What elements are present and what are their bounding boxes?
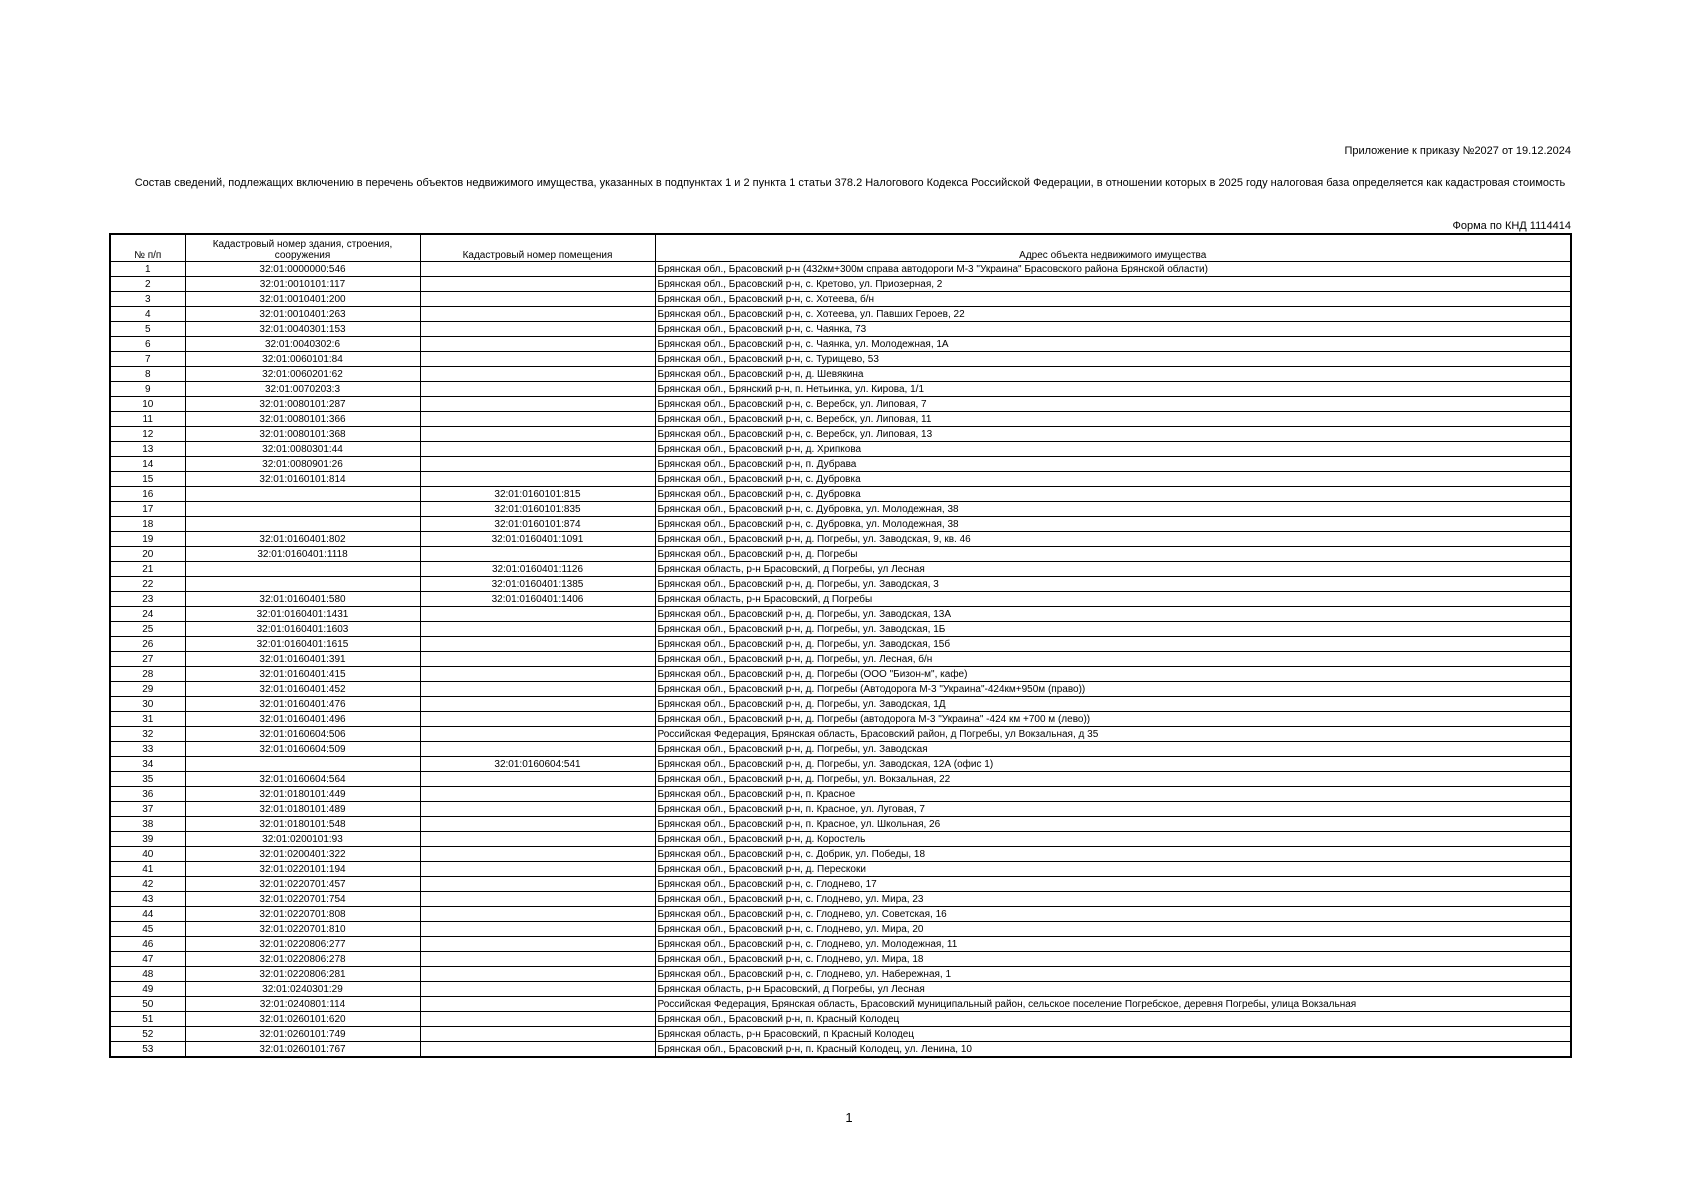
cell-address: Брянская обл., Брасовский р-н, п. Красное, ул. Школьная, 26 (655, 817, 1571, 832)
cell-number: 49 (110, 982, 185, 997)
cell-number: 12 (110, 427, 185, 442)
column-header-address: Адрес объекта недвижимого имущества (655, 234, 1571, 262)
cell-address: Брянская обл., Брасовский р-н, п. Красное, ул. Луговая, 7 (655, 802, 1571, 817)
table-row (110, 472, 1571, 487)
cell-address: Брянская обл., Брасовский р-н, д. Погребы, ул. Заводская, 1Д (655, 697, 1571, 712)
cell-address: Брянская обл., Брасовский р-н, с. Глоднево, ул. Мира, 18 (655, 952, 1571, 967)
table-row (110, 262, 1571, 277)
document-title: Состав сведений, подлежащих включению в перечень объектов недвижимого имущества, указанных в подпунктах 1 и 2 пункта 1 статьи 378.2 Налогового Кодекса Российской Федерации, в отношении которых в 2025 году налоговая база определяется как кадастровая стоимость (134, 177, 1566, 189)
cell-number: 13 (110, 442, 185, 457)
cell-room-cadastral (420, 652, 655, 667)
cell-room-cadastral: 32:01:0160101:874 (420, 517, 655, 532)
table-row (110, 802, 1571, 817)
cell-address: Брянская обл., Брасовский р-н, с. Дубровка, ул. Молодежная, 38 (655, 502, 1571, 517)
cell-room-cadastral (420, 427, 655, 442)
cell-number: 36 (110, 787, 185, 802)
cell-building-cadastral: 32:01:0160101:814 (185, 472, 420, 487)
table-header-row (110, 234, 1571, 262)
cell-address: Брянская обл., Брасовский р-н, с. Глоднево, ул. Молодежная, 11 (655, 937, 1571, 952)
cell-building-cadastral: 32:01:0000000:546 (185, 262, 420, 277)
cell-number: 48 (110, 967, 185, 982)
cell-room-cadastral: 32:01:0160101:835 (420, 502, 655, 517)
page-number: 1 (845, 1110, 853, 1125)
cell-number: 18 (110, 517, 185, 532)
cell-building-cadastral: 32:01:0180101:489 (185, 802, 420, 817)
cell-building-cadastral: 32:01:0010401:263 (185, 307, 420, 322)
cell-room-cadastral: 32:01:0160401:1406 (420, 592, 655, 607)
cell-address: Брянская обл., Брасовский р-н, д. Погребы, ул. Заводская, 12А (офис 1) (655, 757, 1571, 772)
cell-building-cadastral: 32:01:0160604:564 (185, 772, 420, 787)
cell-room-cadastral: 32:01:0160101:815 (420, 487, 655, 502)
cell-room-cadastral (420, 727, 655, 742)
cell-number: 10 (110, 397, 185, 412)
cell-building-cadastral: 32:01:0040302:6 (185, 337, 420, 352)
cell-number: 32 (110, 727, 185, 742)
cell-number: 9 (110, 382, 185, 397)
table-row (110, 1042, 1571, 1058)
table-row (110, 982, 1571, 997)
cell-number: 44 (110, 907, 185, 922)
table-row (110, 892, 1571, 907)
table-row (110, 637, 1571, 652)
cell-room-cadastral (420, 787, 655, 802)
cell-address: Брянская обл., Брасовский р-н, д. Погребы, ул. Заводская, 15б (655, 637, 1571, 652)
cell-number: 8 (110, 367, 185, 382)
cell-building-cadastral (185, 757, 420, 772)
cell-room-cadastral (420, 367, 655, 382)
cell-number: 29 (110, 682, 185, 697)
cell-building-cadastral: 32:01:0240301:29 (185, 982, 420, 997)
cell-building-cadastral: 32:01:0080101:368 (185, 427, 420, 442)
table-row (110, 307, 1571, 322)
cell-address: Российская Федерация, Брянская область, Брасовский муниципальный район, сельское поселение Погребское, деревня Погребы, улица Вокзальная (655, 997, 1571, 1012)
cell-address: Брянская обл., Брасовский р-н, с. Чаянка, 73 (655, 322, 1571, 337)
cell-room-cadastral (420, 412, 655, 427)
cell-address: Брянская обл., Брасовский р-н, д. Погребы (автодорога М-3 "Украина" -424 км +700 м (лево)) (655, 712, 1571, 727)
cell-building-cadastral: 32:01:0260101:767 (185, 1042, 420, 1058)
table-row (110, 1012, 1571, 1027)
table-row (110, 412, 1571, 427)
table-row (110, 922, 1571, 937)
cell-building-cadastral: 32:01:0160401:1603 (185, 622, 420, 637)
cell-number: 17 (110, 502, 185, 517)
cell-number: 16 (110, 487, 185, 502)
table-row (110, 877, 1571, 892)
cell-address: Брянская обл., Брасовский р-н, с. Глоднево, ул. Мира, 23 (655, 892, 1571, 907)
table-row (110, 727, 1571, 742)
cell-building-cadastral: 32:01:0160401:391 (185, 652, 420, 667)
table-row (110, 832, 1571, 847)
cell-room-cadastral (420, 457, 655, 472)
table-row (110, 772, 1571, 787)
cell-building-cadastral (185, 562, 420, 577)
property-registry-table (109, 233, 1572, 1058)
cell-room-cadastral (420, 352, 655, 367)
cell-address: Брянская обл., Брасовский р-н, с. Дубровка (655, 487, 1571, 502)
cell-address: Брянская область, р-н Брасовский, д Погребы, ул Лесная (655, 562, 1571, 577)
cell-address: Брянская обл., Брасовский р-н, д. Погребы, ул. Заводская, 9, кв. 46 (655, 532, 1571, 547)
cell-building-cadastral: 32:01:0160401:802 (185, 532, 420, 547)
cell-address: Брянская обл., Брасовский р-н, с. Веребск, ул. Липовая, 7 (655, 397, 1571, 412)
cell-address: Брянская обл., Брасовский р-н, с. Веребск, ул. Липовая, 13 (655, 427, 1571, 442)
cell-address: Брянская обл., Брасовский р-н, с. Глоднево, ул. Набережная, 1 (655, 967, 1571, 982)
cell-address: Брянская обл., Брасовский р-н, с. Глоднево, ул. Советская, 16 (655, 907, 1571, 922)
table-row (110, 907, 1571, 922)
cell-building-cadastral: 32:01:0080101:287 (185, 397, 420, 412)
cell-room-cadastral: 32:01:0160401:1091 (420, 532, 655, 547)
table-row (110, 502, 1571, 517)
cell-building-cadastral: 32:01:0260101:749 (185, 1027, 420, 1042)
cell-building-cadastral: 32:01:0040301:153 (185, 322, 420, 337)
cell-room-cadastral (420, 937, 655, 952)
cell-room-cadastral (420, 772, 655, 787)
table-row (110, 682, 1571, 697)
cell-room-cadastral (420, 622, 655, 637)
cell-number: 51 (110, 1012, 185, 1027)
cell-room-cadastral (420, 742, 655, 757)
cell-building-cadastral: 32:01:0080901:26 (185, 457, 420, 472)
cell-number: 28 (110, 667, 185, 682)
cell-address: Брянская обл., Брасовский р-н, д. Погребы, ул. Заводская (655, 742, 1571, 757)
cell-building-cadastral: 32:01:0010401:200 (185, 292, 420, 307)
cell-building-cadastral: 32:01:0180101:449 (185, 787, 420, 802)
table-body (110, 262, 1571, 1058)
cell-building-cadastral: 32:01:0160604:506 (185, 727, 420, 742)
cell-address: Брянская обл., Брасовский р-н, с. Дубровка, ул. Молодежная, 38 (655, 517, 1571, 532)
table-row (110, 847, 1571, 862)
cell-room-cadastral (420, 637, 655, 652)
table-row (110, 547, 1571, 562)
cell-number: 33 (110, 742, 185, 757)
cell-number: 5 (110, 322, 185, 337)
cell-room-cadastral (420, 547, 655, 562)
cell-address: Брянская обл., Брасовский р-н, с. Веребск, ул. Липовая, 11 (655, 412, 1571, 427)
cell-address: Брянская обл., Брасовский р-н, д. Погребы, ул. Заводская, 13А (655, 607, 1571, 622)
cell-building-cadastral: 32:01:0160604:509 (185, 742, 420, 757)
cell-building-cadastral: 32:01:0220701:810 (185, 922, 420, 937)
cell-room-cadastral (420, 262, 655, 277)
cell-room-cadastral (420, 832, 655, 847)
table-row (110, 322, 1571, 337)
cell-room-cadastral (420, 307, 655, 322)
cell-building-cadastral: 32:01:0220701:457 (185, 877, 420, 892)
cell-building-cadastral: 32:01:0160401:496 (185, 712, 420, 727)
cell-number: 37 (110, 802, 185, 817)
table-row (110, 292, 1571, 307)
cell-address: Брянская обл., Брасовский р-н, д. Хрипкова (655, 442, 1571, 457)
table-row (110, 937, 1571, 952)
cell-building-cadastral: 32:01:0220806:281 (185, 967, 420, 982)
cell-building-cadastral: 32:01:0220701:754 (185, 892, 420, 907)
cell-number: 41 (110, 862, 185, 877)
cell-address: Брянская обл., Брасовский р-н, д. Погребы (655, 547, 1571, 562)
cell-number: 47 (110, 952, 185, 967)
table-row (110, 352, 1571, 367)
cell-building-cadastral: 32:01:0160401:452 (185, 682, 420, 697)
cell-number: 11 (110, 412, 185, 427)
cell-address: Брянская обл., Брасовский р-н, с. Глоднево, 17 (655, 877, 1571, 892)
cell-room-cadastral (420, 667, 655, 682)
cell-building-cadastral: 32:01:0220101:194 (185, 862, 420, 877)
cell-number: 26 (110, 637, 185, 652)
cell-building-cadastral: 32:01:0220701:808 (185, 907, 420, 922)
table-row (110, 652, 1571, 667)
cell-address: Брянская обл., Брасовский р-н, с. Глоднево, ул. Мира, 20 (655, 922, 1571, 937)
table-row (110, 382, 1571, 397)
cell-address: Брянская обл., Брасовский р-н, д. Погребы, ул. Вокзальная, 22 (655, 772, 1571, 787)
cell-number: 50 (110, 997, 185, 1012)
cell-building-cadastral: 32:01:0180101:548 (185, 817, 420, 832)
table-row (110, 607, 1571, 622)
cell-room-cadastral (420, 922, 655, 937)
table-row (110, 967, 1571, 982)
cell-room-cadastral (420, 1042, 655, 1058)
table-row (110, 277, 1571, 292)
table-row (110, 367, 1571, 382)
cell-number: 52 (110, 1027, 185, 1042)
cell-room-cadastral (420, 802, 655, 817)
cell-number: 3 (110, 292, 185, 307)
cell-number: 43 (110, 892, 185, 907)
cell-building-cadastral: 32:01:0160401:1431 (185, 607, 420, 622)
table-row (110, 562, 1571, 577)
cell-building-cadastral (185, 502, 420, 517)
cell-room-cadastral (420, 982, 655, 997)
cell-number: 46 (110, 937, 185, 952)
cell-address: Брянская обл., Брасовский р-н, д. Погребы (Автодорога М-3 "Украина"-424км+950м (право)) (655, 682, 1571, 697)
table-row (110, 457, 1571, 472)
cell-building-cadastral: 32:01:0260101:620 (185, 1012, 420, 1027)
cell-number: 25 (110, 622, 185, 637)
form-code: Форма по КНД 1114414 (1452, 220, 1571, 232)
table-row (110, 712, 1571, 727)
cell-address: Российская Федерация, Брянская область, Брасовский район, д Погребы, ул Вокзальная, д 35 (655, 727, 1571, 742)
table-row (110, 787, 1571, 802)
table-row (110, 697, 1571, 712)
cell-number: 42 (110, 877, 185, 892)
cell-room-cadastral (420, 682, 655, 697)
table-row (110, 427, 1571, 442)
cell-room-cadastral (420, 472, 655, 487)
cell-address: Брянская область, р-н Брасовский, д Погребы, ул Лесная (655, 982, 1571, 997)
cell-room-cadastral: 32:01:0160401:1126 (420, 562, 655, 577)
cell-number: 7 (110, 352, 185, 367)
cell-address: Брянская обл., Брасовский р-н, п. Дубрава (655, 457, 1571, 472)
cell-room-cadastral (420, 442, 655, 457)
cell-number: 34 (110, 757, 185, 772)
cell-number: 24 (110, 607, 185, 622)
table-row (110, 817, 1571, 832)
cell-number: 20 (110, 547, 185, 562)
cell-address: Брянская обл., Брасовский р-н, с. Кретово, ул. Приозерная, 2 (655, 277, 1571, 292)
cell-room-cadastral (420, 952, 655, 967)
cell-number: 35 (110, 772, 185, 787)
cell-number: 1 (110, 262, 185, 277)
table-row (110, 592, 1571, 607)
cell-address: Брянская обл., Брасовский р-н, д. Шевякина (655, 367, 1571, 382)
cell-number: 15 (110, 472, 185, 487)
cell-number: 22 (110, 577, 185, 592)
cell-building-cadastral: 32:01:0080301:44 (185, 442, 420, 457)
column-header-number: № п/п (110, 234, 185, 262)
cell-room-cadastral (420, 322, 655, 337)
cell-room-cadastral (420, 997, 655, 1012)
cell-address: Брянская обл., Брасовский р-н, д. Погребы (ООО "Бизон-м", кафе) (655, 667, 1571, 682)
cell-building-cadastral (185, 517, 420, 532)
cell-room-cadastral (420, 697, 655, 712)
cell-number: 40 (110, 847, 185, 862)
cell-number: 38 (110, 817, 185, 832)
cell-room-cadastral (420, 847, 655, 862)
cell-address: Брянская обл., Брасовский р-н, с. Дубровка (655, 472, 1571, 487)
cell-room-cadastral (420, 877, 655, 892)
cell-room-cadastral (420, 292, 655, 307)
table-row (110, 997, 1571, 1012)
cell-number: 27 (110, 652, 185, 667)
cell-room-cadastral (420, 277, 655, 292)
cell-room-cadastral (420, 817, 655, 832)
cell-room-cadastral: 32:01:0160401:1385 (420, 577, 655, 592)
cell-address: Брянская обл., Брасовский р-н, д. Перескоки (655, 862, 1571, 877)
cell-number: 14 (110, 457, 185, 472)
cell-address: Брянская обл., Брянский р-н, п. Нетьинка, ул. Кирова, 1/1 (655, 382, 1571, 397)
cell-address: Брянская обл., Брасовский р-н, п. Красный Колодец (655, 1012, 1571, 1027)
column-header-building-cadastral: Кадастровый номер здания, строения, сооружения (185, 234, 420, 262)
table-row (110, 532, 1571, 547)
cell-room-cadastral (420, 967, 655, 982)
cell-building-cadastral: 32:01:0240801:114 (185, 997, 420, 1012)
cell-number: 2 (110, 277, 185, 292)
cell-room-cadastral (420, 337, 655, 352)
cell-building-cadastral: 32:01:0070203:3 (185, 382, 420, 397)
cell-address: Брянская обл., Брасовский р-н, с. Чаянка, ул. Молодежная, 1А (655, 337, 1571, 352)
cell-building-cadastral (185, 487, 420, 502)
cell-room-cadastral (420, 1027, 655, 1042)
table-row (110, 952, 1571, 967)
cell-room-cadastral (420, 382, 655, 397)
cell-building-cadastral: 32:01:0160401:580 (185, 592, 420, 607)
appendix-reference: Приложение к приказу №2027 от 19.12.2024 (1344, 145, 1571, 157)
table-row (110, 742, 1571, 757)
cell-building-cadastral: 32:01:0220806:278 (185, 952, 420, 967)
cell-number: 6 (110, 337, 185, 352)
cell-building-cadastral: 32:01:0160401:1615 (185, 637, 420, 652)
cell-address: Брянская обл., Брасовский р-н, д. Коростель (655, 832, 1571, 847)
cell-number: 45 (110, 922, 185, 937)
cell-building-cadastral: 32:01:0160401:415 (185, 667, 420, 682)
cell-address: Брянская обл., Брасовский р-н, с. Хотеева, б/н (655, 292, 1571, 307)
cell-number: 30 (110, 697, 185, 712)
cell-room-cadastral (420, 712, 655, 727)
cell-address: Брянская обл., Брасовский р-н, д. Погребы, ул. Заводская, 3 (655, 577, 1571, 592)
cell-number: 4 (110, 307, 185, 322)
cell-building-cadastral: 32:01:0060201:62 (185, 367, 420, 382)
table-row (110, 487, 1571, 502)
table-row (110, 442, 1571, 457)
cell-number: 31 (110, 712, 185, 727)
cell-address: Брянская обл., Брасовский р-н, п. Красный Колодец, ул. Ленина, 10 (655, 1042, 1571, 1058)
cell-building-cadastral: 32:01:0060101:84 (185, 352, 420, 367)
cell-number: 39 (110, 832, 185, 847)
cell-building-cadastral: 32:01:0160401:476 (185, 697, 420, 712)
cell-number: 19 (110, 532, 185, 547)
cell-number: 23 (110, 592, 185, 607)
table-row (110, 862, 1571, 877)
table-row (110, 577, 1571, 592)
table-row (110, 397, 1571, 412)
cell-building-cadastral: 32:01:0200401:322 (185, 847, 420, 862)
cell-room-cadastral (420, 907, 655, 922)
column-header-room-cadastral: Кадастровый номер помещения (420, 234, 655, 262)
cell-address: Брянская область, р-н Брасовский, д Погребы (655, 592, 1571, 607)
cell-building-cadastral: 32:01:0010101:117 (185, 277, 420, 292)
cell-address: Брянская обл., Брасовский р-н, п. Красное (655, 787, 1571, 802)
table-row (110, 757, 1571, 772)
cell-building-cadastral (185, 577, 420, 592)
cell-room-cadastral: 32:01:0160604:541 (420, 757, 655, 772)
cell-building-cadastral: 32:01:0080101:366 (185, 412, 420, 427)
cell-number: 53 (110, 1042, 185, 1058)
cell-number: 21 (110, 562, 185, 577)
cell-address: Брянская обл., Брасовский р-н, с. Добрик, ул. Победы, 18 (655, 847, 1571, 862)
cell-building-cadastral: 32:01:0200101:93 (185, 832, 420, 847)
cell-address: Брянская область, р-н Брасовский, п Красный Колодец (655, 1027, 1571, 1042)
cell-address: Брянская обл., Брасовский р-н, д. Погребы, ул. Заводская, 1Б (655, 622, 1571, 637)
table-row (110, 1027, 1571, 1042)
cell-room-cadastral (420, 1012, 655, 1027)
cell-room-cadastral (420, 892, 655, 907)
cell-building-cadastral: 32:01:0220806:277 (185, 937, 420, 952)
cell-address: Брянская обл., Брасовский р-н (432км+300м справа автодороги М-3 "Украина" Брасовского района Брянской области) (655, 262, 1571, 277)
table-row (110, 517, 1571, 532)
table-row (110, 337, 1571, 352)
cell-building-cadastral: 32:01:0160401:1118 (185, 547, 420, 562)
cell-address: Брянская обл., Брасовский р-н, с. Хотеева, ул. Павших Героев, 22 (655, 307, 1571, 322)
cell-room-cadastral (420, 397, 655, 412)
cell-address: Брянская обл., Брасовский р-н, д. Погребы, ул. Лесная, б/н (655, 652, 1571, 667)
cell-room-cadastral (420, 862, 655, 877)
table-row (110, 667, 1571, 682)
cell-address: Брянская обл., Брасовский р-н, с. Турищево, 53 (655, 352, 1571, 367)
cell-room-cadastral (420, 607, 655, 622)
table-row (110, 622, 1571, 637)
